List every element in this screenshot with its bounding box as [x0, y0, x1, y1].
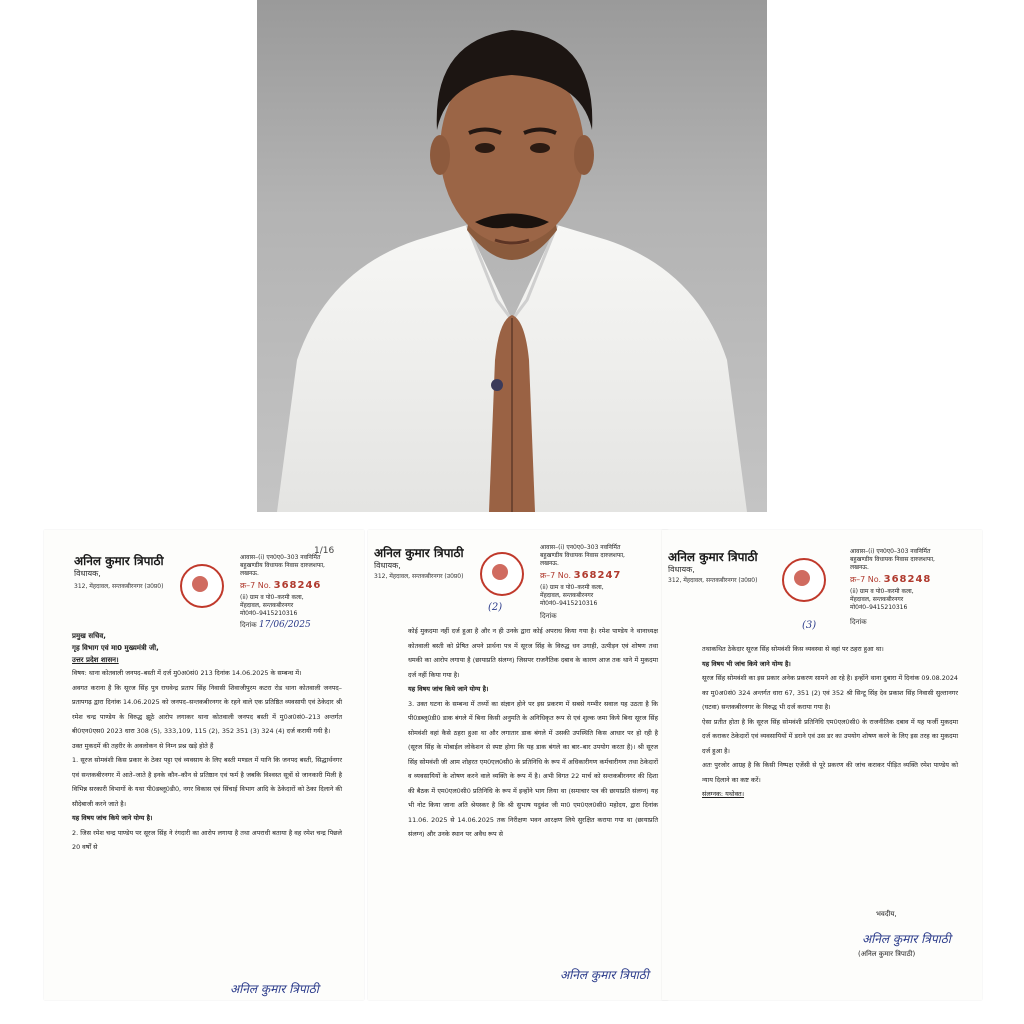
letterhead-title: विधायक,	[374, 561, 401, 570]
letterhead-name: अनिल कुमार त्रिपाठी	[74, 554, 164, 568]
letterhead-residence: आवास–(i) एन0ए0–303 नवनिर्मित बहुखण्डीय विधायक निवास दारुलशफा, लखनऊ.	[540, 544, 625, 567]
reference-number: क्र–7 No. 368247	[540, 570, 622, 581]
letter-date: दिनांक 17/06/2025	[240, 620, 311, 630]
emblem-seal-icon	[180, 564, 224, 608]
closing-salutation: भवदीय,	[876, 910, 897, 918]
letterhead-village-address: (ii) ग्राम व पो0–करमी कला, मेंहदावल, सन्तकबीरनगर मो0नं0–9415210316	[850, 588, 914, 611]
letterhead-address: 312, मेंहदावल, सन्तकबीरनगर (उ0प्र0)	[374, 573, 464, 580]
letter-body-3: तथाकथित ठेकेदार सूरज सिंह सोमवंशी किस व्यवस्था से वहां पर ठहरा हुआ था। यह विषय भी जांच किये जाने योग्य है। सूरज सिंह सोमवंशी का इस प्रकार अनेक प्रकरण सामने आ रहे है। इन्होंने थाना दुबारा में दिनांक 09.08.2024 का मु0अ0सं0 324 अन्तर्गत धारा 67, 351 (2) एवं 352 श्री सिन्टू सिंह देव प्रकाश सिंह निवासी सुल्तानगर (घटवा) सन्तकबीरनगर के विरुद्ध भी दर्ज कराया गया है। ऐसा प्रतीत होता है कि सूरज सिंह सोमवंशी प्रतिनिधि एम0एल0सी0 के राजनीतिक दबाव में यह फर्जी मुकदमा दर्ज कराकर ठेकेदारों एवं व्यवसायियों में डराने एवं उस डर का उपयोग शोषण करने के लिए इस तरह का मुकदमा दर्ज हुआ है। अतः पुरजोर आग्रह है कि किसी निष्पक्ष एजेंसी से पूरे प्रकरण की जांच कराकर पीड़ित व्यक्ति रमेश पाण्डेय को न्याय दिलाने का कष्ट करें। संलग्नक: यथोक्त।	[702, 645, 958, 798]
signature: अनिल कुमार त्रिपाठी	[862, 932, 951, 946]
page-mark: (3)	[802, 620, 817, 631]
letterhead-residence: आवास–(i) एन0ए0–303 नवनिर्मित बहुखण्डीय विधायक निवास दारुलशफा, लखनऊ.	[850, 548, 935, 571]
letter-date: दिनांक	[850, 618, 867, 626]
letterhead-name: अनिल कुमार त्रिपाठी	[374, 546, 464, 560]
letter-page-2	[368, 530, 668, 1000]
signature: अनिल कुमार त्रिपाठी	[560, 968, 649, 982]
letterhead-village-address: (ii) ग्राम व पो0–करमी कला, मेंहदावल, सन्तकबीरनगर मो0नं0–9415210316	[240, 594, 304, 617]
letterhead-address: 312, मेंहदावल, सन्तकबीरनगर (उ0प्र0)	[668, 577, 758, 584]
page-mark: 1/16	[314, 546, 335, 556]
letterhead-address: 312, मेंहदावल, सन्तकबीरनगर (उ0प्र0)	[74, 583, 164, 590]
letter-date: दिनांक	[540, 612, 557, 620]
letter-body-1: प्रमुख सचिव, गृह विभाग एवं मा0 मुख्यमंत्री जी, उत्तर प्रदेश शासन। विषय: थाना कोतवाली जनपद–बस्ती में दर्ज मु0अ0सं0 213 दिनांक 14.06.2025 के सम्बन्ध में। अवगत कराना है कि सूरज सिंह पुत्र राघवेन्द्र प्रताप सिंह निवासी शिवाजीपुरम कटरा रोड थाना कोतवाली जनपद–प्रतापगढ़ द्वारा दिनांक 14.06.2025 को जनपद–सन्तकबीरनगर के रहने वाले एक प्रतिष्ठित व्यवसायी एवं ठेकेदार श्री रमेश चन्द्र पाण्डेय के विरुद्ध झूठे आरोप लगाकर थाना कोतवाली जनपद बस्ती में मु0अ0सं0–213 अन्तर्गत बी0एन0एस0 2023 धारा 308 (5), 333,109, 115 (2), 352 351 (3) 324 (4) दर्ज करायी गयी है। उक्त मुकदमें की तहरीर के अवलोकन से निम्न प्रश्न खड़े होते हैं 1. सूरज सोमवंशी किस प्रकार के ठेका पट्टा एवं व्यवसाय के लिए बस्ती मण्डल में यानि कि जनपद बस्ती, सिद्धार्थनगर एवं सन्तकबीरनगर में आते–जाते है इनके कौन–कौन से प्रतिष्ठान एवं फर्म है जबकि विश्वस्त सूत्रों से जानकारी मिली है विभिन्न सरकारी विभागों के यथा पी0डब्लू0डी0, नगर विकास एवं सिंचाई विभाग आदि के ठेकेदारों को ठेका दिलाने की सौदेबाजी करने जाते है। यह विषय जांच किये जाने योग्य है। 2. जिस रमेश चन्द्र पाण्डेय पर सूरज सिंह ने रंगदारी का आरोप लगाया है तथा अपराधी बताया है वह रमेश चन्द्र पिछले 20 वर्षों से	[72, 632, 342, 851]
reference-number: क्र–7 No. 368248	[850, 574, 932, 585]
emblem-seal-icon	[480, 552, 524, 596]
letterhead-residence: आवास–(i) एन0ए0–303 नवनिर्मित बहुखण्डीय विधायक निवास दारुलशफा, लखनऊ.	[240, 554, 325, 577]
signatory-name: (अनिल कुमार त्रिपाठी)	[858, 950, 916, 958]
reference-number: क्र–7 No. 368246	[240, 580, 322, 591]
letterhead-village-address: (ii) ग्राम व पो0–करमी कला, मेंहदावल, सन्तकबीरनगर मो0नं0–9415210316	[540, 584, 604, 607]
page-mark: (2)	[488, 602, 503, 613]
portrait-photo	[257, 0, 767, 512]
letter-page-1	[44, 530, 364, 1000]
letterhead-name: अनिल कुमार त्रिपाठी	[668, 550, 758, 564]
letter-body-2: कोई मुकदमा नहीं दर्ज हुआ है और न ही उनके द्वारा कोई अपराध किया गया है। रमेश पाण्डेय ने थानाध्यक्ष कोतवाली बस्ती को प्रेषित अपने प्रार्थना पत्र में सूरज सिंह के विरुद्ध धन उगाही, उत्पीड़न एवं शोषण तथा धमकी का आरोप लगाया है (छायाप्रति संलग्न) जिसपर राजनैतिक दबाव के कारण आज तक थाने में मुकदमा दर्ज नहीं किया गया है। यह विषय जांच किये जाने योग्य है। 3. उक्त घटना के सम्बन्ध में तथ्यों का संज्ञान होने पर इस प्रकरण में सबसे गम्भीर सवाल यह उठता है कि पी0डब्लू0डी0 डाक बंगले में बिना किसी अनुमति के अनिधिकृत रूप से एवं शुल्क जमा किये बिना सूरज सिंह सोमवंशी वहां कैसे ठहरा हुआ था और लगातार डाक बंगले में उसकी उपस्थिति किस आधार पर हो रही है (सूरज सिंह के मोबाईल लोकेशन से स्पष्ट होगा कि यह डाक बंगले का बार–बार उपयोग करता है)। श्री सूरज सिंह सोमवंशी जी आम शोहरत एम0एल0सी0 के प्रतिनिधि के रूप में अधिकारीगण कर्मचारीगण तथा ठेकेदारों व व्यवसायियों के शोषण करने वाले व्यक्ति के रूप में है। अभी विगत 22 मार्च को सन्तकबीरनगर की दिशा की बैठक में एम0एल0सी0 प्रतिनिधि के रूप में इन्होंने भाग लिया था (समाचार पत्र की छायाप्रति संलग्न) यह भी नोट किया जाना अति श्रेयस्कर है कि श्री सुभाष यदुवंश जी मा0 एम0एल0सी0 महोदय, द्वारा दिनांक 11.06. 2025 से 14.06.2025 तक निरीक्षण भवन आरक्षण लिये सुरक्षित कराया गया था (छायाप्रति संलग्न) और उनके स्थान पर अवैध रूप से	[408, 627, 658, 838]
emblem-seal-icon	[782, 558, 826, 602]
letter-page-3	[662, 530, 982, 1000]
letterhead-title: विधायक,	[668, 565, 695, 574]
letterhead-title: विधायक,	[74, 569, 101, 578]
portrait-illustration	[257, 0, 767, 512]
signature: अनिल कुमार त्रिपाठी	[230, 982, 319, 996]
